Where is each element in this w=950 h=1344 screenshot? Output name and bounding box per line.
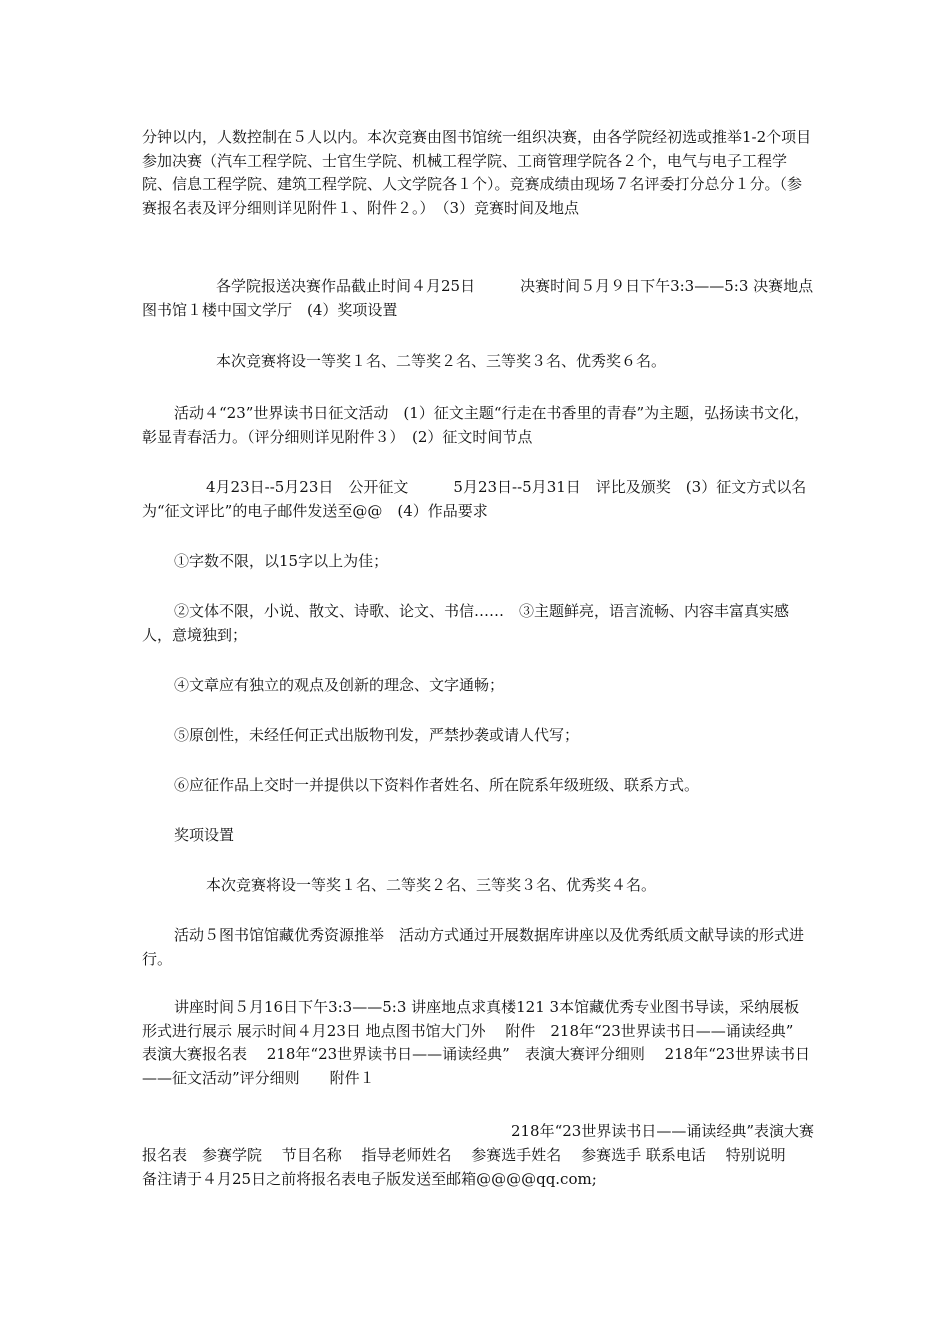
paragraph-schedule: 各学院报送决赛作品截止时间４月25日 决赛时间５月９日下午3:3——5:3 决赛地点图书馆１楼中国文学厅 (4）奖项设置: [142, 277, 814, 319]
requirement-item-2-3: ②文体不限，小说、散文、诗歌、论文、书信…… ③主题鲜亮，语言流畅、内容丰富真实感人，意境独到；: [142, 602, 790, 644]
requirement-item-5: ⑤原创性，未经任何正式出版物刊发，严禁抄袭或请人代写；: [174, 726, 580, 744]
paragraph-awards-activity3: 本次竞赛将设一等奖１名、二等奖２名、三等奖３名、优秀奖６名。: [216, 352, 667, 370]
paragraph-essay-timeline: 4月23日--5月23日 公开征文 5月23日--5月31日 评比及颁奖 (3）征文方式以名为“征文评比”的电子邮件发送至@@ (4）作品要求: [142, 478, 807, 520]
requirement-item-6: ⑥应征作品上交时一并提供以下资料作者姓名、所在院系年级班级、联系方式。: [174, 776, 700, 794]
paragraph-activity5-intro: 活动５图书馆馆藏优秀资源推举 活动方式通过开展数据库讲座以及优秀纸质文献导读的形式进行。: [142, 926, 805, 968]
attachment-form-fields: 报名表 参赛学院 节目名称 指导老师姓名 参赛选手姓名 参赛选手 联系电话 特别说明 备注请于４月25日之前将报名表电子版发送至邮箱@@@@qq.com;: [142, 1146, 806, 1188]
paragraph-lecture-and-attachments: 讲座时间５月16日下午3:3——5:3 讲座地点求真楼121 3本馆藏优秀专业图书导读，采纳展板形式进行展示 展示时间４月23日 地点图书馆大门外 附件 218年“23世界读书日——诵读经典” 表演大赛报名表 218年“23世界读书日——诵读经典” 表演大赛评分细则 218年“23世界读书日——征文活动”评分细则 附件１: [142, 998, 810, 1087]
heading-award-settings: 奖项设置: [174, 826, 235, 844]
paragraph-awards-activity4: 本次竞赛将设一等奖１名、二等奖２名、三等奖３名、优秀奖４名。: [206, 876, 657, 894]
requirement-item-1: ①字数不限，以15字以上为佳；: [174, 552, 389, 570]
paragraph-competition-rules: 分钟以内，人数控制在５人以内。本次竞赛由图书馆统一组织决赛，由各学院经初选或推举1-2个项目参加决赛（汽车工程学院、士官生学院、机械工程学院、工商管理学院各２个，电气与电子工程学院、信息工程学院、建筑工程学院、人文学院各１个）。竞赛成绩由现场７名评委打分总分１分。（参赛报名表及评分细则详见附件１、附件２。） （3）竞赛时间及地点: [142, 128, 812, 217]
attachment-form-title: 218年“23世界读书日——诵读经典”表演大赛: [510, 1122, 814, 1140]
requirement-item-4: ④文章应有独立的观点及创新的理念、文字通畅；: [174, 676, 505, 694]
paragraph-activity4-intro: 活动４“23”世界读书日征文活动 (1）征文主题“行走在书香里的青春”为主题，弘扬读书文化，彰显青春活力。（评分细则详见附件３） (2）征文时间节点: [142, 404, 810, 446]
